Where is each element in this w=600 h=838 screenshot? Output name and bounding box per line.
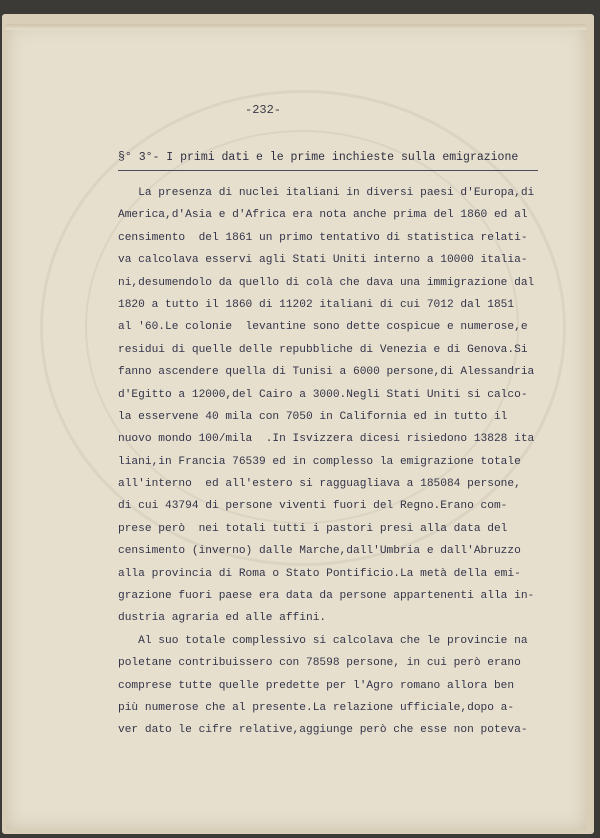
text-line: ni,desumendolo da quello di colà che dava una immigrazione dal [118, 276, 535, 289]
page-number: -232- [245, 103, 282, 117]
text-line: d'Egitto a 12000,del Cairo a 3000.Negli Stati Uniti si calco- [118, 388, 528, 401]
text-line: più numerose che al presente.La relazione ufficiale,dopo a- [118, 701, 515, 714]
text-line: La presenza di nuclei italiani in diversi paesi d'Europa,di [118, 187, 535, 199]
text-line: di cui 43794 di persone viventi fuori del Regno.Erano com- [118, 500, 508, 513]
text-line: la esservene 40 mila con 7050 in California ed in tutto il [118, 410, 508, 423]
text-line: al '60.Le colonie levantine sono dette cospicue e numerose,e [118, 321, 528, 334]
body-text [118, 182, 548, 742]
text-line: censimento (inverno) dalle Marche,dall'Umbria e dall'Abruzzo [118, 545, 521, 558]
text-line: poletane contribuissero con 78598 persone, in cui però erano [118, 657, 521, 670]
text-line: censimento del 1861 un primo tentativo di statistica relati- [118, 231, 528, 244]
text-line: liani,in Francia 76539 ed in complesso la emigrazione totale [118, 455, 521, 468]
text-line: fanno ascendere quella di Tunisi a 6000 persone,di Alessandria [118, 366, 535, 379]
text-line: 1820 a tutto il 1860 di 11202 italiani di cui 7012 dal 1851 [118, 298, 515, 311]
section-heading: §° 3°- I primi dati e le prime inchieste sulla emigrazione [118, 151, 519, 164]
text-line: comprese tutte quelle predette per l'Agro romano allora ben [118, 679, 515, 692]
text-line: grazione fuori paese era data da persone appartenenti alla in- [118, 590, 535, 603]
text-line: residui di quelle delle repubbliche di Venezia e di Genova.Si [118, 343, 528, 356]
text-line: all'interno ed all'estero si ragguagliava a 185084 persone, [118, 478, 521, 491]
page-fold-shadow [6, 24, 586, 30]
text-line: Al suo totale complessivo si calcolava che le provincie na [118, 634, 528, 647]
text-line: America,d'Asia e d'Africa era nota anche prima del 1860 ed al [118, 209, 528, 222]
text-line: nuovo mondo 100/mila .In Isvizzera dicesi risiedono 13828 ita [118, 433, 535, 446]
heading-underline [118, 170, 538, 171]
text-line: dustria agraria ed alle affini. [118, 612, 327, 625]
text-line: ver dato le cifre relative,aggiunge però che esse non poteva- [118, 724, 528, 737]
text-line: alla provincia di Roma o Stato Pontificio.La metà della emi- [118, 567, 521, 580]
text-line: prese però nei totali tutti i pastori presi alla data del [118, 522, 508, 535]
text-line: va calcolava esservi agli Stati Uniti interno a 10000 italia- [118, 254, 528, 267]
